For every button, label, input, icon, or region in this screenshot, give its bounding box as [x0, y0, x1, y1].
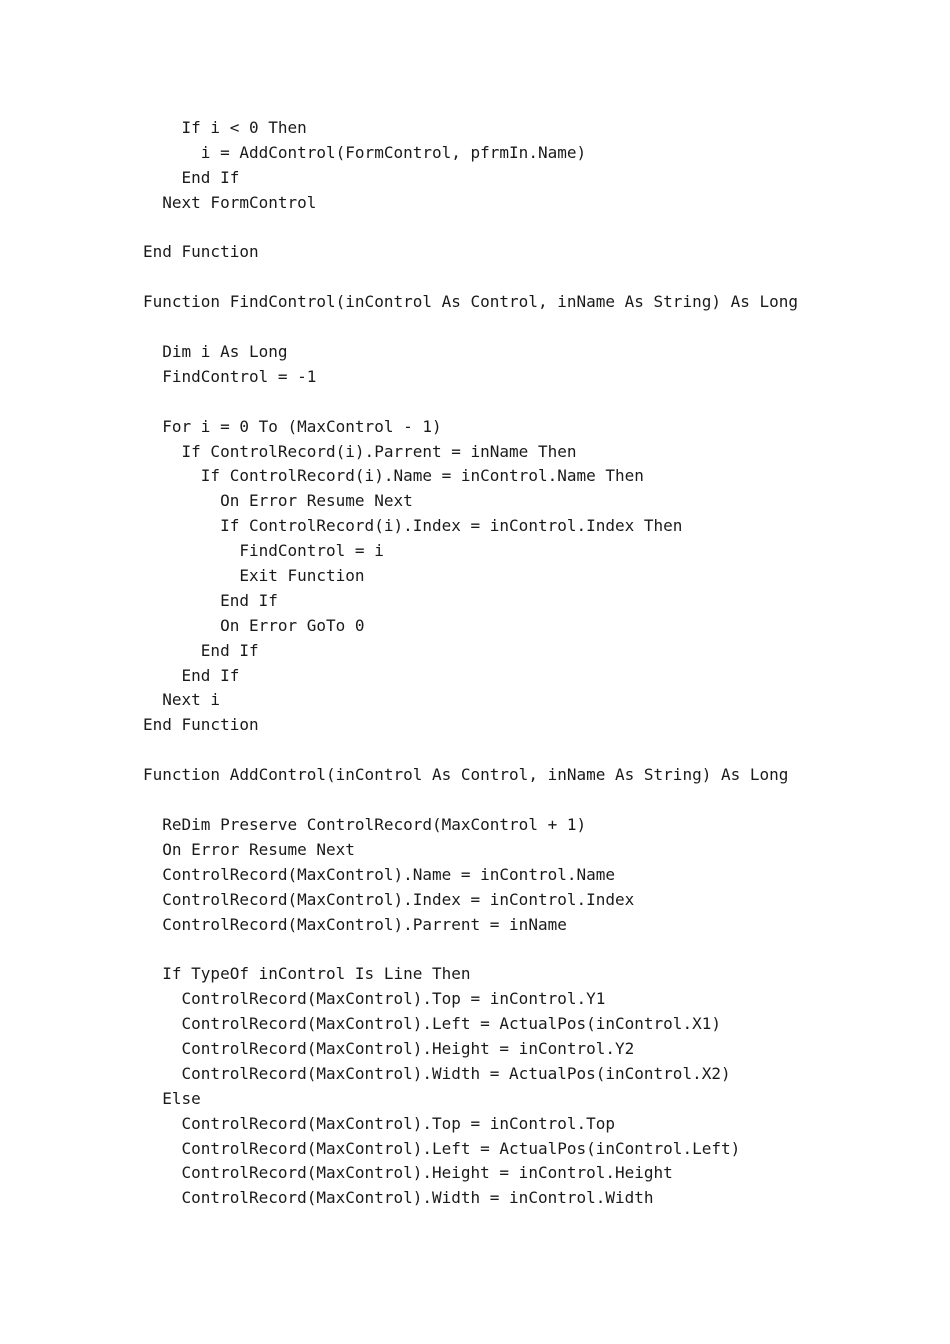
- code-line: Next i: [143, 690, 221, 710]
- code-line: ControlRecord(MaxControl).Left = ActualPos(inControl.X1): [143, 1014, 721, 1034]
- code-line: [143, 788, 798, 813]
- code-line: ControlRecord(MaxControl).Width = inControl.Width: [143, 1188, 654, 1208]
- code-line: End Function: [143, 242, 259, 262]
- code-line: [143, 216, 798, 241]
- code-line: ControlRecord(MaxControl).Top = inControl.Top: [143, 1113, 616, 1133]
- code-line: Else: [143, 1088, 201, 1108]
- code-line: For i = 0 To (MaxControl - 1): [143, 416, 442, 436]
- code-line: [143, 315, 798, 340]
- code-line: On Error Resume Next: [143, 839, 355, 859]
- code-line: If TypeOf inControl Is Line Then: [143, 964, 471, 984]
- code-line: [143, 937, 798, 962]
- code-line: FindControl = -1: [143, 366, 317, 386]
- code-line: FindControl = i: [143, 541, 384, 561]
- code-line: [143, 390, 798, 415]
- code-line: [143, 265, 798, 290]
- code-line: Next FormControl: [143, 192, 317, 212]
- code-line: ControlRecord(MaxControl).Height = inControl.Height: [143, 1163, 673, 1183]
- code-line: On Error GoTo 0: [143, 615, 365, 635]
- code-block: [143, 116, 798, 1211]
- code-line: ControlRecord(MaxControl).Height = inControl.Y2: [143, 1038, 635, 1058]
- code-line: If ControlRecord(i).Name = inControl.Name Then: [143, 466, 644, 486]
- code-line: End If: [143, 640, 259, 660]
- code-line: On Error Resume Next: [143, 491, 413, 511]
- code-line: Function FindControl(inControl As Control, inName As String) As Long: [143, 292, 799, 312]
- code-line: End If: [143, 167, 240, 187]
- code-line: ControlRecord(MaxControl).Top = inControl.Y1: [143, 989, 606, 1009]
- code-line: ControlRecord(MaxControl).Parrent = inName: [143, 914, 567, 934]
- code-line: ControlRecord(MaxControl).Left = ActualPos(inControl.Left): [143, 1138, 741, 1158]
- code-line: ControlRecord(MaxControl).Index = inControl.Index: [143, 889, 635, 909]
- code-line: [143, 738, 798, 763]
- code-line: If ControlRecord(i).Index = inControl.Index Then: [143, 516, 683, 536]
- code-line: i = AddControl(FormControl, pfrmIn.Name): [143, 142, 587, 162]
- code-line: Dim i As Long: [143, 342, 288, 362]
- code-line: If ControlRecord(i).Parrent = inName Then: [143, 441, 577, 461]
- code-line: Exit Function: [143, 566, 365, 586]
- code-line: ControlRecord(MaxControl).Name = inControl.Name: [143, 864, 616, 884]
- code-line: Function AddControl(inControl As Control, inName As String) As Long: [143, 765, 789, 785]
- code-line: End Function: [143, 715, 259, 735]
- code-line: ReDim Preserve ControlRecord(MaxControl + 1): [143, 814, 587, 834]
- code-line: End If: [143, 665, 240, 685]
- code-line: If i < 0 Then: [143, 118, 307, 137]
- code-line: ControlRecord(MaxControl).Width = ActualPos(inControl.X2): [143, 1063, 731, 1083]
- code-line: End If: [143, 590, 278, 610]
